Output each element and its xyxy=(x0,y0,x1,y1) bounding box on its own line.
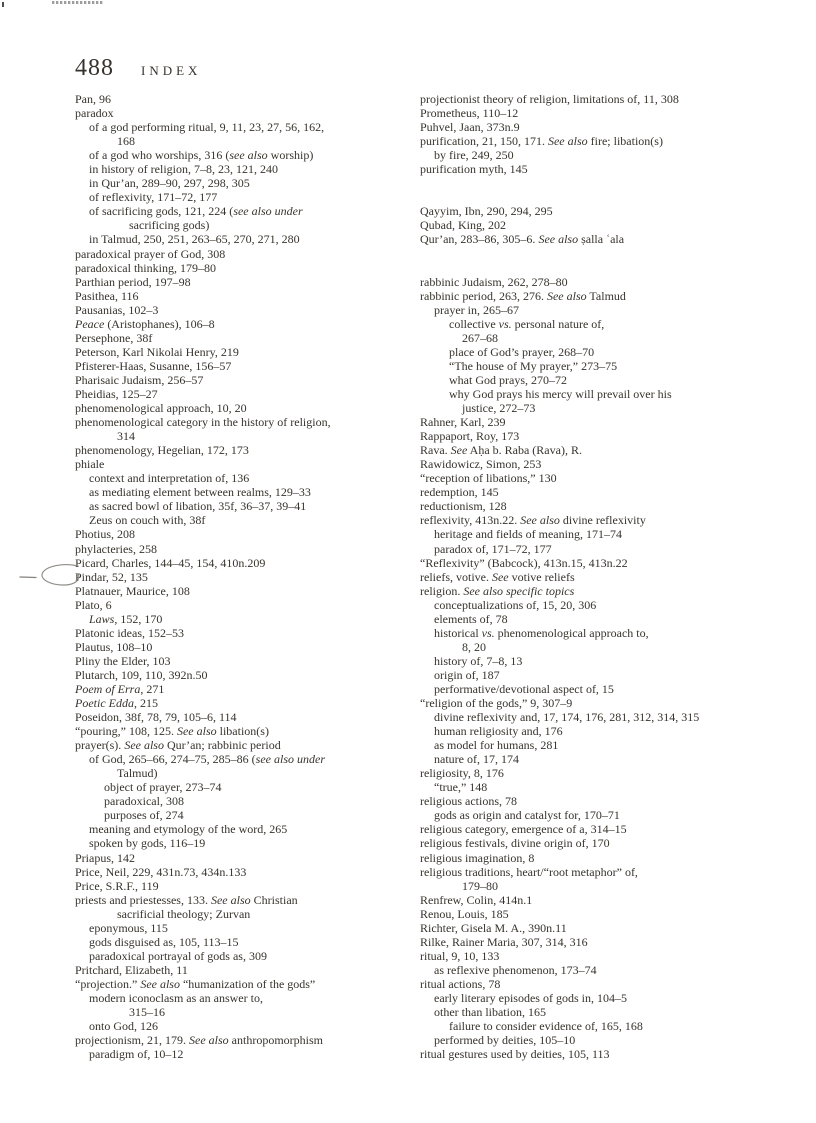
index-entry-line: Rawidowicz, Simon, 253 xyxy=(420,457,542,472)
index-entry-line: religious traditions, heart/“root metaphor” of, xyxy=(420,864,638,879)
index-entry-line: phylacteries, 258 xyxy=(75,541,157,556)
index-entry-line: of sacrificing gods, 121, 224 (see also under xyxy=(89,204,303,219)
index-entry-line: eponymous, 115 xyxy=(89,920,168,935)
index-entry-line: purification myth, 145 xyxy=(420,162,528,177)
index-entry-line: elements of, 78 xyxy=(434,611,508,626)
index-entry-line: reliefs, votive. See votive reliefs xyxy=(420,569,575,584)
index-entry-line: Renou, Louis, 185 xyxy=(420,906,509,921)
index-entry-line: performed by deities, 105–10 xyxy=(434,1033,576,1048)
index-entry-line: religious category, emergence of a, 314–15 xyxy=(420,822,627,837)
index-entry-line: Zeus on couch with, 38f xyxy=(89,513,206,528)
index-entry-line: phenomenological approach, 10, 20 xyxy=(75,401,247,416)
index-entry-line: in Qur’an, 289–90, 297, 298, 305 xyxy=(89,176,250,191)
index-entry-line: phenomenology, Hegelian, 172, 173 xyxy=(75,443,249,458)
index-entry-line: Priapus, 142 xyxy=(75,850,135,865)
index-entry-line: ritual gestures used by deities, 105, 113 xyxy=(420,1047,610,1062)
index-entry-line: reductionism, 128 xyxy=(420,499,507,514)
index-entry-line: Plautus, 108–10 xyxy=(75,639,153,654)
index-entry-line: early literary episodes of gods in, 104–5 xyxy=(434,991,627,1005)
blank-line xyxy=(420,247,812,261)
index-entry-line: phiale xyxy=(75,457,105,472)
index-entry-line: of reflexivity, 171–72, 177 xyxy=(89,190,218,205)
index-entry-line: Pfisterer-Haas, Susanne, 156–57 xyxy=(75,358,232,373)
index-entry-line: Qur’an, 283–86, 305–6. See also ṣalla ʿala xyxy=(420,232,625,247)
index-entry-line: Pheidias, 125–27 xyxy=(75,386,158,401)
index-column-left xyxy=(75,92,415,1061)
index-entry-line: Pausanias, 102–3 xyxy=(75,302,159,317)
index-entry-line: 314 xyxy=(117,429,135,444)
index-entry-line: Richter, Gisela M. A., 390n.11 xyxy=(420,920,567,935)
index-entry-line: 267–68 xyxy=(462,330,498,345)
index-entry-line: “pouring,” 108, 125. See also libation(s) xyxy=(75,724,269,739)
index-entry-line: Photius, 208 xyxy=(75,527,136,542)
index-entry-line: “religion of the gods,” 9, 307–9 xyxy=(420,696,573,711)
index-entry-line: Platonic ideas, 152–53 xyxy=(75,625,184,640)
index-entry-line: Laws, 152, 170 xyxy=(89,611,163,626)
index-entry-line: context and interpretation of, 136 xyxy=(89,471,250,486)
index-entry-line: “reception of libations,” 130 xyxy=(420,471,557,486)
index-entry-line: Rahner, Karl, 239 xyxy=(420,415,506,430)
index-entry-line: in Talmud, 250, 251, 263–65, 270, 271, 280 xyxy=(89,232,300,247)
index-entry-line: onto God, 126 xyxy=(89,1019,158,1034)
index-entry-line: by fire, 249, 250 xyxy=(434,148,514,163)
index-entry-line: phenomenological category in the history of religion, xyxy=(75,415,331,430)
pencil-circle-annotation xyxy=(18,562,114,592)
index-entry-line: of God, 265–66, 274–75, 285–86 (see also under xyxy=(89,752,325,767)
index-entry-line: reflexivity, 413n.22. See also divine reflexivity xyxy=(420,513,646,528)
index-entry-line: place of God’s prayer, 268–70 xyxy=(449,344,595,359)
index-entry-line: Parthian period, 197–98 xyxy=(75,274,191,289)
index-entry-line: as reflexive phenomenon, 173–74 xyxy=(434,962,597,977)
index-entry-line: Pan, 96 xyxy=(75,92,111,106)
index-entry-line: Rava. See Aḥa b. Raba (Rava), R. xyxy=(420,443,582,458)
index-entry-line: Puhvel, Jaan, 373n.9 xyxy=(420,120,520,135)
index-entry-line: object of prayer, 273–74 xyxy=(104,780,222,795)
index-entry-line: Pharisaic Judaism, 256–57 xyxy=(75,372,204,387)
index-entry-line: Pritchard, Elizabeth, 11 xyxy=(75,962,188,977)
index-entry-line: ritual, 9, 10, 133 xyxy=(420,948,500,963)
index-entry-line: “true,” 148 xyxy=(434,780,488,795)
index-entry-line: collective vs. personal nature of, xyxy=(449,316,605,331)
index-entry-line: Qubad, King, 202 xyxy=(420,218,506,233)
index-entry-line: conceptualizations of, 15, 20, 306 xyxy=(434,597,597,612)
index-entry-line: redemption, 145 xyxy=(420,485,499,500)
index-entry-line: Renfrew, Colin, 414n.1 xyxy=(420,892,533,907)
index-entry-line: projectionism, 21, 179. See also anthropomorphism xyxy=(75,1033,323,1048)
index-entry-line: purposes of, 274 xyxy=(104,808,184,823)
index-entry-line: religion. See also specific topics xyxy=(420,583,575,598)
index-entry-line: 315–16 xyxy=(129,1005,165,1020)
index-entry-line: failure to consider evidence of, 165, 168 xyxy=(449,1019,643,1034)
index-entry-line: Plutarch, 109, 110, 392n.50 xyxy=(75,667,208,682)
index-entry-line: paradox of, 171–72, 177 xyxy=(434,541,552,556)
index-entry-line: Pindar, 52, 135 xyxy=(75,569,148,584)
index-entry-line: paradoxical prayer of God, 308 xyxy=(75,246,226,261)
index-entry-line: heritage and fields of meaning, 171–74 xyxy=(434,527,622,542)
index-entry-line: 8, 20 xyxy=(462,639,486,654)
index-entry-line: as model for humans, 281 xyxy=(434,738,559,753)
index-entry-line: in history of religion, 7–8, 23, 121, 240 xyxy=(89,162,278,177)
index-entry-line: Price, Neil, 229, 431n.73, 434n.133 xyxy=(75,864,247,879)
index-entry-line: Peace (Aristophanes), 106–8 xyxy=(75,316,215,331)
index-entry-line: Picard, Charles, 144–45, 154, 410n.209 xyxy=(75,555,266,570)
blank-line xyxy=(420,190,812,204)
index-entry-line: paradoxical portrayal of gods as, 309 xyxy=(89,948,267,963)
index-entry-line: Prometheus, 110–12 xyxy=(420,106,519,121)
page-title: INDEX xyxy=(141,63,202,78)
index-entry-line: 168 xyxy=(117,134,135,149)
index-entry-line: what God prays, 270–72 xyxy=(449,372,567,387)
index-entry-line: divine reflexivity and, 17, 174, 176, 281, 312, 314, 315 xyxy=(434,710,700,725)
blank-line xyxy=(420,176,812,190)
index-entry-line: as mediating element between realms, 129–33 xyxy=(89,485,311,500)
index-entry-line: gods disguised as, 105, 113–15 xyxy=(89,934,239,949)
index-entry-line: Pliny the Elder, 103 xyxy=(75,653,171,668)
index-entry-line: prayer in, 265–67 xyxy=(434,302,519,317)
index-entry-line: Plato, 6 xyxy=(75,597,112,612)
index-entry-line: projectionist theory of religion, limitations of, 11, 308 xyxy=(420,92,679,106)
scan-artifact-dashed-line xyxy=(52,1,103,4)
index-entry-line: priests and priestesses, 133. See also Christian xyxy=(75,892,298,907)
index-entry-line: gods as origin and catalyst for, 170–71 xyxy=(434,808,620,823)
index-entry-line: Poem of Erra, 271 xyxy=(75,681,165,696)
index-entry-line: historical vs. phenomenological approach to, xyxy=(434,625,649,640)
index-entry-line: Platnauer, Maurice, 108 xyxy=(75,583,190,598)
index-entry-line: prayer(s). See also Qur’an; rabbinic period xyxy=(75,738,281,753)
index-entry-line: why God prays his mercy will prevail over his xyxy=(449,386,672,401)
index-entry-line: “projection.” See also “humanization of the gods” xyxy=(75,976,316,991)
index-entry-line: justice, 272–73 xyxy=(462,401,536,416)
index-entry-line: human religiosity and, 176 xyxy=(434,724,563,739)
index-column-right xyxy=(420,92,812,1061)
index-entry-line: 179–80 xyxy=(462,878,498,893)
index-entry-line: of a god performing ritual, 9, 11, 23, 27, 56, 162, xyxy=(89,120,325,135)
index-entry-line: paradoxical, 308 xyxy=(104,794,184,809)
index-entry-line: Peterson, Karl Nikolai Henry, 219 xyxy=(75,344,239,359)
index-entry-line: of a god who worships, 316 (see also worship) xyxy=(89,148,314,163)
index-entry-line: Qayyim, Ibn, 290, 294, 295 xyxy=(420,204,553,219)
index-entry-line: “Reflexivity” (Babcock), 413n.15, 413n.22 xyxy=(420,555,628,570)
index-entry-line: “The house of My prayer,” 273–75 xyxy=(449,358,618,373)
running-head xyxy=(75,55,201,82)
scan-artifact-speck xyxy=(2,2,4,7)
index-entry-line: history of, 7–8, 13 xyxy=(434,653,523,668)
index-entry-line: religious imagination, 8 xyxy=(420,850,535,865)
index-entry-line: performative/devotional aspect of, 15 xyxy=(434,681,614,696)
index-entry-line: purification, 21, 150, 171. See also fire; libation(s) xyxy=(420,134,663,149)
index-entry-line: rabbinic period, 263, 276. See also Talmud xyxy=(420,288,626,303)
index-entry-line: Persephone, 38f xyxy=(75,330,153,345)
index-entry-line: Rappaport, Roy, 173 xyxy=(420,429,520,444)
index-entry-line: religious festivals, divine origin of, 170 xyxy=(420,836,610,851)
blank-line xyxy=(420,261,812,275)
index-entry-line: ritual actions, 78 xyxy=(420,976,501,991)
index-entry-line: religiosity, 8, 176 xyxy=(420,766,504,781)
page-number: 488 xyxy=(75,55,114,81)
index-entry-line: paradoxical thinking, 179–80 xyxy=(75,260,216,275)
index-entry-line: Poetic Edda, 215 xyxy=(75,696,158,711)
index-entry-line: Price, S.R.F., 119 xyxy=(75,878,159,893)
index-entry-line: Pasithea, 116 xyxy=(75,288,139,303)
index-entry-line: sacrificing gods) xyxy=(129,218,210,233)
index-entry-line: paradigm of, 10–12 xyxy=(89,1047,184,1062)
index-entry-line: religious actions, 78 xyxy=(420,794,517,809)
index-entry-line: rabbinic Judaism, 262, 278–80 xyxy=(420,274,568,289)
index-entry-line: meaning and etymology of the word, 265 xyxy=(89,822,288,837)
index-entry-line: Talmud) xyxy=(117,766,158,781)
index-entry-line: origin of, 187 xyxy=(434,667,500,682)
index-entry-line: Rilke, Rainer Maria, 307, 314, 316 xyxy=(420,934,588,949)
index-entry-line: modern iconoclasm as an answer to, xyxy=(89,991,263,1005)
index-entry-line: sacrificial theology; Zurvan xyxy=(117,906,251,921)
index-entry-line: nature of, 17, 174 xyxy=(434,752,519,767)
index-entry-line: paradox xyxy=(75,106,114,121)
index-entry-line: Poseidon, 38f, 78, 79, 105–6, 114 xyxy=(75,710,237,725)
index-entry-line: spoken by gods, 116–19 xyxy=(89,836,206,851)
index-entry-line: other than libation, 165 xyxy=(434,1005,546,1020)
index-entry-line: as sacred bowl of libation, 35f, 36–37, 39–41 xyxy=(89,499,307,514)
